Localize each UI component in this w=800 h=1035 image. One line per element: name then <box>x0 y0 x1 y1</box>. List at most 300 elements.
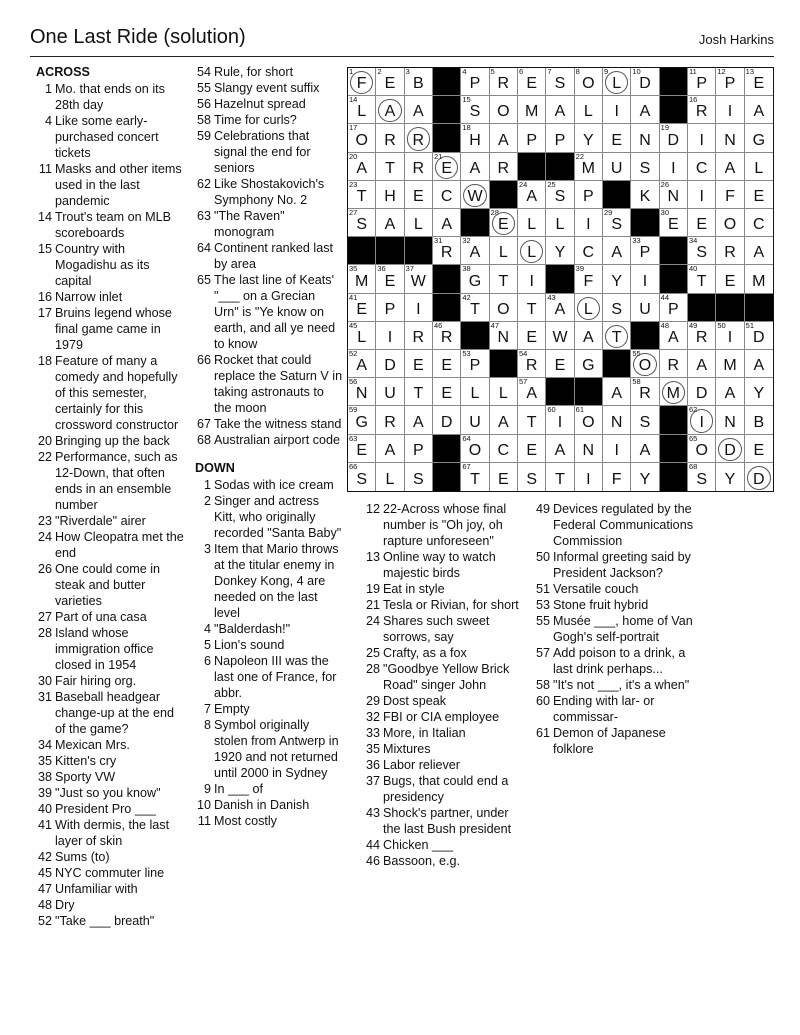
grid-cell[interactable] <box>688 322 716 350</box>
grid-cell[interactable] <box>518 406 546 434</box>
grid-cell[interactable] <box>376 181 404 209</box>
grid-cell[interactable] <box>433 209 461 237</box>
grid-cell[interactable] <box>631 463 659 491</box>
grid-cell[interactable] <box>490 209 518 237</box>
grid-cell[interactable] <box>575 406 603 434</box>
grid-cell[interactable] <box>405 406 433 434</box>
grid-cell[interactable] <box>745 435 773 463</box>
grid-cell[interactable] <box>745 265 773 293</box>
grid-cell[interactable] <box>433 406 461 434</box>
grid-cell[interactable] <box>603 265 631 293</box>
cell-number: 14 <box>349 95 358 105</box>
grid-cell[interactable] <box>490 406 518 434</box>
clue-text: How Cleopatra met the end <box>55 530 184 560</box>
grid-cell[interactable] <box>490 294 518 322</box>
clue-text: "Riverdale" airer <box>55 514 146 528</box>
grid-cell[interactable] <box>688 181 716 209</box>
grid-cell[interactable] <box>376 378 404 406</box>
cell-letter: P <box>384 300 396 318</box>
grid-cell[interactable] <box>433 378 461 406</box>
grid-cell[interactable] <box>716 237 744 265</box>
grid-cell[interactable] <box>461 350 489 378</box>
grid-cell[interactable] <box>348 322 376 350</box>
clue-text: Symbol originally stolen from Antwerp in 1920 and not returned until 2000 in Sydney <box>214 718 339 780</box>
cell-letter: L <box>612 75 622 93</box>
cell-letter: D <box>724 441 736 459</box>
grid-cell[interactable] <box>688 153 716 181</box>
grid-cell[interactable] <box>575 181 603 209</box>
clue-text: Mo. that ends on its 28th day <box>55 82 165 112</box>
grid-cell[interactable] <box>376 294 404 322</box>
grid-cell[interactable] <box>716 96 744 124</box>
clue-number: 18 <box>37 354 52 368</box>
grid-cell[interactable] <box>660 124 688 152</box>
clue-number: 48 <box>37 898 52 912</box>
grid-cell[interactable] <box>546 294 574 322</box>
grid-cell[interactable] <box>660 181 688 209</box>
clue-text: Hazelnut spread <box>214 97 306 111</box>
grid-cell[interactable] <box>603 209 631 237</box>
cell-number: 21 <box>434 151 443 161</box>
grid-cell[interactable] <box>745 68 773 96</box>
grid-cell[interactable] <box>660 294 688 322</box>
cell-letter: C <box>753 216 765 234</box>
clue-item <box>34 849 184 865</box>
clue-text: Trout's team on MLB scoreboards <box>55 210 172 240</box>
grid-cell[interactable] <box>376 124 404 152</box>
cell-letter: C <box>440 188 453 205</box>
grid-cell[interactable] <box>688 96 716 124</box>
cell-letter: O <box>638 357 652 375</box>
grid-cell[interactable] <box>405 350 433 378</box>
cell-letter: N <box>497 329 510 346</box>
cell-letter: L <box>754 159 764 177</box>
grid-cell[interactable] <box>461 153 489 181</box>
grid-cell[interactable] <box>716 350 744 378</box>
grid-cell[interactable] <box>376 96 404 124</box>
grid-cell[interactable] <box>376 435 404 463</box>
grid-cell[interactable] <box>348 378 376 406</box>
grid-cell[interactable] <box>433 237 461 265</box>
grid-cell[interactable] <box>575 153 603 181</box>
grid-cell[interactable] <box>518 209 546 237</box>
grid-cell[interactable] <box>518 68 546 96</box>
grid-cell[interactable] <box>518 124 546 152</box>
clue-number: 33 <box>365 726 380 740</box>
grid-cell[interactable] <box>631 181 659 209</box>
grid-cell[interactable] <box>348 463 376 491</box>
clue-number: 36 <box>365 758 380 772</box>
grid-cell[interactable] <box>745 350 773 378</box>
clue-number: 14 <box>37 210 52 224</box>
grid-cell[interactable] <box>490 378 518 406</box>
grid-cell[interactable] <box>660 209 688 237</box>
grid-cell[interactable] <box>405 265 433 293</box>
grid-cell[interactable] <box>405 96 433 124</box>
grid-cell[interactable] <box>405 124 433 152</box>
cell-number: 53 <box>462 349 471 358</box>
grid-cell[interactable] <box>546 406 574 434</box>
cell-letter: C <box>695 159 708 177</box>
grid-cell[interactable] <box>546 209 574 237</box>
grid-cell[interactable] <box>490 124 518 152</box>
grid-cell[interactable] <box>405 68 433 96</box>
grid-cell[interactable] <box>631 124 659 152</box>
grid-cell[interactable] <box>716 322 744 350</box>
cell-letter: R <box>440 244 453 262</box>
clue-text: Chicken ___ <box>383 838 454 852</box>
clue-text: "Balderdash!" <box>214 622 291 636</box>
grid-cell[interactable] <box>603 96 631 124</box>
grid-cell[interactable] <box>461 96 489 124</box>
grid-cell[interactable] <box>745 124 773 152</box>
grid-cell[interactable] <box>376 153 404 181</box>
grid-cell[interactable] <box>688 237 716 265</box>
grid-cell[interactable] <box>376 463 404 491</box>
grid-cell[interactable] <box>376 322 404 350</box>
cell-letter: A <box>497 131 509 149</box>
cell-letter: I <box>529 272 534 290</box>
grid-cell[interactable] <box>518 96 546 124</box>
grid-cell[interactable] <box>660 350 688 378</box>
grid-cell[interactable] <box>603 435 631 463</box>
grid-cell[interactable] <box>376 406 404 434</box>
clue-item <box>34 81 184 113</box>
grid-cell[interactable] <box>631 350 659 378</box>
clue-text: Shock's partner, under the last Bush president <box>383 806 512 836</box>
cell-number: 27 <box>349 208 358 217</box>
grid-cell[interactable] <box>603 237 631 265</box>
grid-cell[interactable] <box>348 294 376 322</box>
clue-number: 52 <box>37 914 52 928</box>
grid-cell[interactable] <box>348 435 376 463</box>
grid-cell[interactable] <box>716 153 744 181</box>
grid-cell[interactable] <box>405 322 433 350</box>
cell-letter: P <box>554 131 566 149</box>
grid-cell[interactable] <box>575 96 603 124</box>
grid-cell[interactable] <box>631 68 659 96</box>
grid-cell[interactable] <box>575 124 603 152</box>
grid-cell[interactable] <box>546 124 574 152</box>
grid-cell[interactable] <box>376 68 404 96</box>
grid-cell[interactable] <box>461 463 489 491</box>
grid-cell[interactable] <box>405 463 433 491</box>
grid-cell[interactable] <box>490 96 518 124</box>
clue-item <box>34 289 184 305</box>
cell-letter: E <box>753 188 765 205</box>
grid-cell[interactable] <box>490 237 518 265</box>
cell-letter: M <box>666 385 680 403</box>
grid-block <box>660 463 688 491</box>
clue-item <box>362 725 524 741</box>
clue-number: 55 <box>535 614 550 628</box>
grid-cell[interactable] <box>716 124 744 152</box>
grid-cell[interactable] <box>546 463 574 491</box>
down-heading: DOWN <box>195 461 235 475</box>
grid-cell[interactable] <box>461 237 489 265</box>
clue-item <box>34 737 184 753</box>
grid-cell[interactable] <box>433 153 461 181</box>
grid-cell[interactable] <box>716 435 744 463</box>
grid-cell[interactable] <box>603 406 631 434</box>
grid-cell[interactable] <box>688 265 716 293</box>
grid-cell[interactable] <box>490 68 518 96</box>
grid-cell[interactable] <box>716 463 744 491</box>
grid-cell[interactable] <box>348 181 376 209</box>
grid-cell[interactable] <box>745 322 773 350</box>
clue-number: 4 <box>203 622 211 636</box>
cell-number: 34 <box>689 236 698 246</box>
grid-cell[interactable] <box>575 237 603 265</box>
grid-cell[interactable] <box>660 378 688 406</box>
cell-letter: N <box>639 131 651 149</box>
cell-letter: U <box>469 413 481 431</box>
clue-number: 35 <box>365 742 380 756</box>
grid-cell[interactable] <box>575 209 603 237</box>
grid-cell[interactable] <box>518 435 546 463</box>
grid-cell[interactable] <box>575 435 603 463</box>
grid-cell[interactable] <box>745 378 773 406</box>
grid-cell[interactable] <box>603 153 631 181</box>
cell-letter: O <box>582 413 595 431</box>
grid-cell[interactable] <box>461 68 489 96</box>
grid-cell[interactable] <box>348 350 376 378</box>
cell-letter: A <box>441 216 452 234</box>
grid-cell[interactable] <box>433 350 461 378</box>
clue-number: 30 <box>37 674 52 688</box>
grid-cell[interactable] <box>461 124 489 152</box>
grid-cell[interactable] <box>518 265 546 293</box>
clue-item <box>193 176 343 208</box>
grid-cell[interactable] <box>575 68 603 96</box>
grid-cell[interactable] <box>405 209 433 237</box>
grid-cell[interactable] <box>461 265 489 293</box>
clue-item <box>193 112 343 128</box>
grid-cell[interactable] <box>716 209 744 237</box>
grid-cell[interactable] <box>405 181 433 209</box>
cell-letter: R <box>412 159 425 177</box>
grid-cell[interactable] <box>348 153 376 181</box>
clue-number: 10 <box>196 798 211 812</box>
clue-text: Like some early-purchased concert tickets <box>55 114 159 160</box>
clue-text: The last line of Keats' "___ on a Grecian Urn" is "Ye know on earth, and all ye need to know <box>214 273 336 351</box>
grid-cell[interactable] <box>631 378 659 406</box>
cell-number: 31 <box>434 236 443 246</box>
grid-cell[interactable] <box>405 435 433 463</box>
grid-cell[interactable] <box>603 68 631 96</box>
grid-cell[interactable] <box>490 265 518 293</box>
clue-text: Versatile couch <box>553 582 639 596</box>
clue-item <box>362 741 524 757</box>
grid-cell[interactable] <box>518 237 546 265</box>
cell-number: 25 <box>547 179 556 189</box>
grid-cell[interactable] <box>631 153 659 181</box>
grid-cell[interactable] <box>546 350 574 378</box>
grid-cell[interactable] <box>745 463 773 491</box>
cell-circle <box>492 212 515 235</box>
grid-cell[interactable] <box>716 68 744 96</box>
grid-cell[interactable] <box>490 435 518 463</box>
cell-letter: P <box>469 357 481 375</box>
clue-text: Ending with lar- or commissar- <box>553 694 655 724</box>
clue-item <box>34 433 184 449</box>
grid-block <box>546 265 574 293</box>
clue-number: 26 <box>37 562 52 576</box>
cell-letter: M <box>752 272 766 290</box>
grid-cell[interactable] <box>745 181 773 209</box>
grid-cell[interactable] <box>745 406 773 434</box>
clue-number: 57 <box>535 646 550 660</box>
grid-cell[interactable] <box>745 96 773 124</box>
cell-letter: O <box>723 216 737 234</box>
grid-cell[interactable] <box>546 181 574 209</box>
clue-item <box>34 801 184 817</box>
cell-letter: T <box>356 188 367 205</box>
grid-cell[interactable] <box>660 322 688 350</box>
grid-cell[interactable] <box>603 294 631 322</box>
grid-cell[interactable] <box>490 153 518 181</box>
grid-cell[interactable] <box>405 153 433 181</box>
grid-cell[interactable] <box>405 378 433 406</box>
clue-text: Lion's sound <box>214 638 285 652</box>
cell-number: 4 <box>462 67 467 76</box>
grid-cell[interactable] <box>348 209 376 237</box>
cell-circle <box>520 240 543 263</box>
grid-cell[interactable] <box>461 181 489 209</box>
grid-cell[interactable] <box>546 435 574 463</box>
grid-cell[interactable] <box>518 378 546 406</box>
grid-cell[interactable] <box>688 209 716 237</box>
grid-block <box>660 265 688 293</box>
grid-cell[interactable] <box>688 68 716 96</box>
grid-cell[interactable] <box>688 378 716 406</box>
clue-number: 60 <box>535 694 550 708</box>
grid-cell[interactable] <box>688 124 716 152</box>
grid-cell[interactable] <box>376 265 404 293</box>
cell-number: 46 <box>434 320 443 330</box>
cell-number: 58 <box>632 377 641 387</box>
clue-text: Performance, such as 12-Down, that often ends in an ensemble number <box>55 450 178 512</box>
clues-column-1 <box>34 64 184 929</box>
cell-letter: U <box>610 159 623 177</box>
grid-cell[interactable] <box>745 237 773 265</box>
grid-cell[interactable] <box>631 435 659 463</box>
grid-cell[interactable] <box>716 406 744 434</box>
grid-cell[interactable] <box>546 322 574 350</box>
grid-cell[interactable] <box>631 96 659 124</box>
clue-number: 19 <box>365 582 380 596</box>
cell-number: 61 <box>575 405 584 415</box>
grid-cell[interactable] <box>518 181 546 209</box>
grid-cell[interactable] <box>631 294 659 322</box>
crossword-grid <box>347 67 774 492</box>
grid-cell[interactable] <box>433 322 461 350</box>
clue-text: "Take ___ breath" <box>55 914 155 928</box>
cell-number: 41 <box>349 292 358 302</box>
grid-cell[interactable] <box>716 378 744 406</box>
cell-number: 29 <box>604 208 613 217</box>
grid-cell[interactable] <box>518 294 546 322</box>
grid-cell[interactable] <box>575 294 603 322</box>
clue-number: 66 <box>196 353 211 367</box>
cell-number: 19 <box>660 123 669 133</box>
grid-cell[interactable] <box>490 463 518 491</box>
grid-cell[interactable] <box>745 153 773 181</box>
cell-circle <box>407 127 430 150</box>
grid-cell[interactable] <box>376 350 404 378</box>
grid-cell[interactable] <box>716 265 744 293</box>
grid-cell[interactable] <box>688 463 716 491</box>
clue-item <box>34 449 184 513</box>
grid-cell[interactable] <box>546 68 574 96</box>
grid-cell[interactable] <box>348 124 376 152</box>
cell-letter: A <box>582 329 594 346</box>
cell-letter: T <box>555 471 565 488</box>
grid-cell[interactable] <box>575 265 603 293</box>
grid-cell[interactable] <box>348 265 376 293</box>
grid-cell[interactable] <box>348 96 376 124</box>
grid-cell[interactable] <box>575 322 603 350</box>
grid-cell[interactable] <box>405 294 433 322</box>
clue-item <box>193 64 343 80</box>
cell-letter: A <box>554 441 566 459</box>
clue-number: 6 <box>203 654 211 668</box>
grid-cell[interactable] <box>688 435 716 463</box>
grid-cell[interactable] <box>518 322 546 350</box>
grid-cell[interactable] <box>688 350 716 378</box>
cell-letter: F <box>611 471 622 488</box>
grid-cell[interactable] <box>745 209 773 237</box>
cell-number: 7 <box>547 67 552 76</box>
grid-cell[interactable] <box>518 350 546 378</box>
clue-text: More, in Italian <box>383 726 466 740</box>
clue-item <box>362 757 524 773</box>
across-clue-list-2 <box>193 64 343 448</box>
grid-cell[interactable] <box>461 378 489 406</box>
grid-cell[interactable] <box>348 406 376 434</box>
grid-cell[interactable] <box>433 181 461 209</box>
grid-cell[interactable] <box>376 209 404 237</box>
grid-cell[interactable] <box>660 153 688 181</box>
grid-cell[interactable] <box>518 463 546 491</box>
grid-cell[interactable] <box>603 322 631 350</box>
grid-cell[interactable] <box>603 124 631 152</box>
grid-cell[interactable] <box>603 463 631 491</box>
grid-block <box>575 378 603 406</box>
grid-cell[interactable] <box>575 463 603 491</box>
cell-number: 16 <box>689 95 698 105</box>
grid-cell[interactable] <box>575 350 603 378</box>
grid-cell[interactable] <box>631 406 659 434</box>
grid-cell[interactable] <box>688 406 716 434</box>
grid-cell[interactable] <box>546 96 574 124</box>
grid-cell[interactable] <box>348 68 376 96</box>
grid-cell[interactable] <box>461 294 489 322</box>
cell-letter: T <box>498 272 509 290</box>
grid-cell[interactable] <box>461 406 489 434</box>
grid-cell[interactable] <box>603 378 631 406</box>
grid-cell[interactable] <box>461 435 489 463</box>
clue-item <box>193 781 343 797</box>
grid-cell[interactable] <box>716 181 744 209</box>
grid-cell[interactable] <box>546 237 574 265</box>
clue-text: Dry <box>55 898 75 912</box>
grid-cell[interactable] <box>631 265 659 293</box>
clue-number: 5 <box>203 638 211 652</box>
grid-cell[interactable] <box>490 322 518 350</box>
clue-number: 61 <box>535 726 550 740</box>
grid-cell[interactable] <box>631 237 659 265</box>
